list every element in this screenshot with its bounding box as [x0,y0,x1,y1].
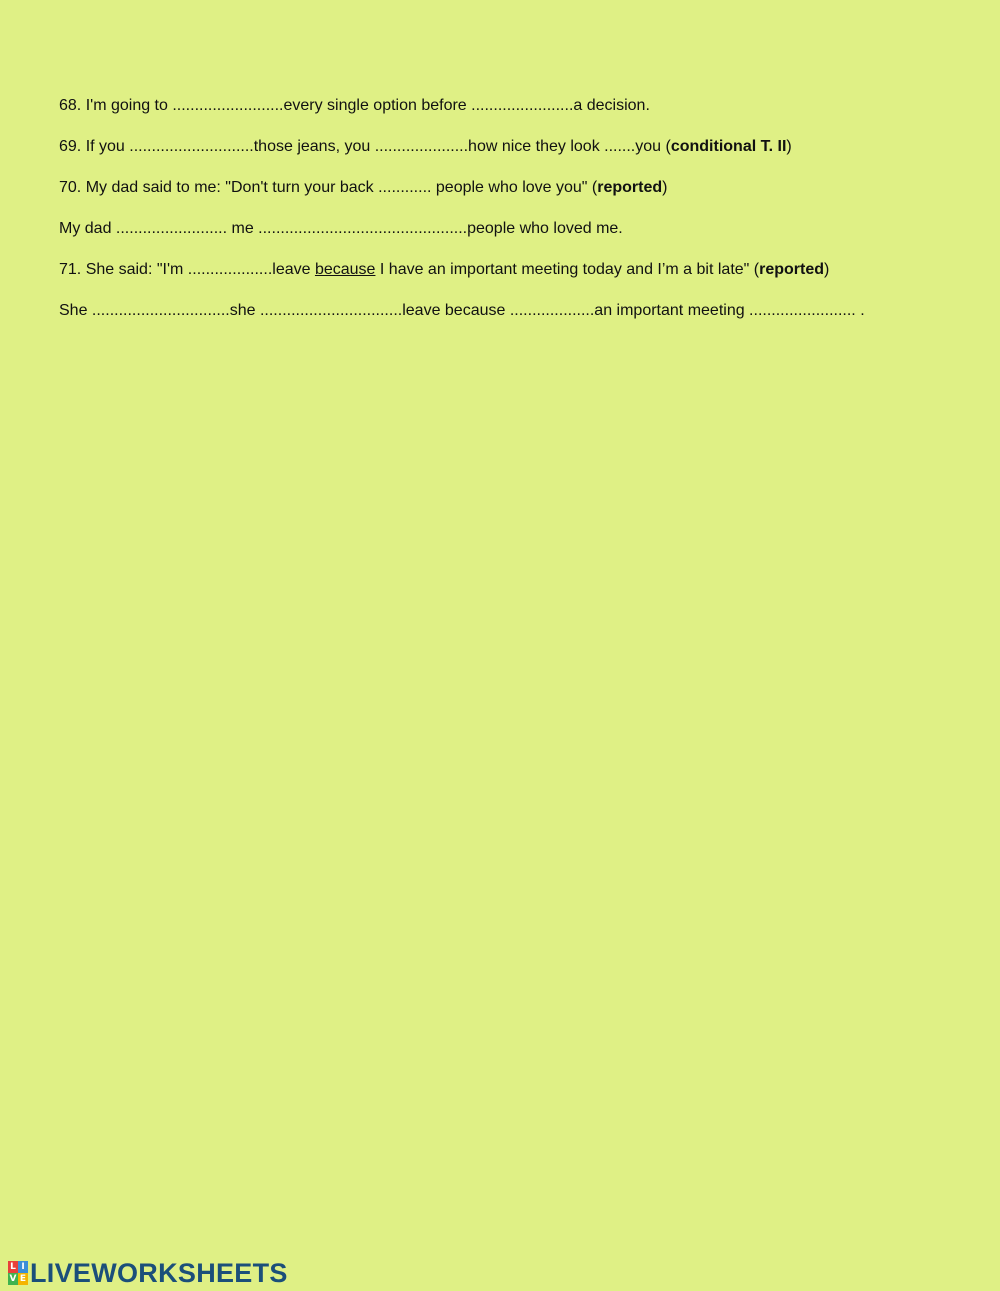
liveworksheets-logo [8,1259,288,1287]
exercise-69-close: ) [786,138,792,155]
exercise-68-text: 68. I'm going to .........................every single option before .......................a decision. [59,97,650,114]
exercise-70 [59,176,979,200]
logo-mark-letter: I [18,1261,28,1273]
exercise-70-answer-text: My dad ......................... me ...............................................people who loved me. [59,220,623,237]
exercise-71-hint: reported [759,261,825,278]
exercise-70-close: ) [662,179,668,196]
exercise-69-hint: conditional T. II [670,138,787,155]
exercise-70-hint: reported [597,179,663,196]
exercise-68 [59,94,979,118]
exercise-71-close: ) [824,261,830,278]
exercise-69 [59,135,979,159]
exercise-71 [59,258,979,282]
logo-mark-letter: L [8,1261,18,1273]
exercise-71-underlined: because [314,261,376,278]
exercise-71-answer [59,299,979,323]
exercise-71-post: I have an important meeting today and I’m a bit late" ( [375,261,760,278]
exercise-71-answer-text: She ...............................she ................................leave because ...................an important meeting ........................ . [59,302,865,319]
logo-mark-letter: E [19,1274,27,1284]
logo-mark-icon [8,1261,28,1285]
exercise-71-pre: 71. She said: "I'm ...................leave [59,261,315,278]
worksheet-content [59,94,979,340]
logo-text: LIVEWORKSHEETS [30,1257,288,1288]
exercise-70-text: 70. My dad said to me: "Don't turn your back ............ people who love you" ( [59,179,598,196]
exercise-69-text: 69. If you ............................those jeans, you .....................how nice they look .......you ( [59,138,671,155]
logo-mark-letter: V [9,1274,17,1284]
exercise-70-answer [59,217,979,241]
